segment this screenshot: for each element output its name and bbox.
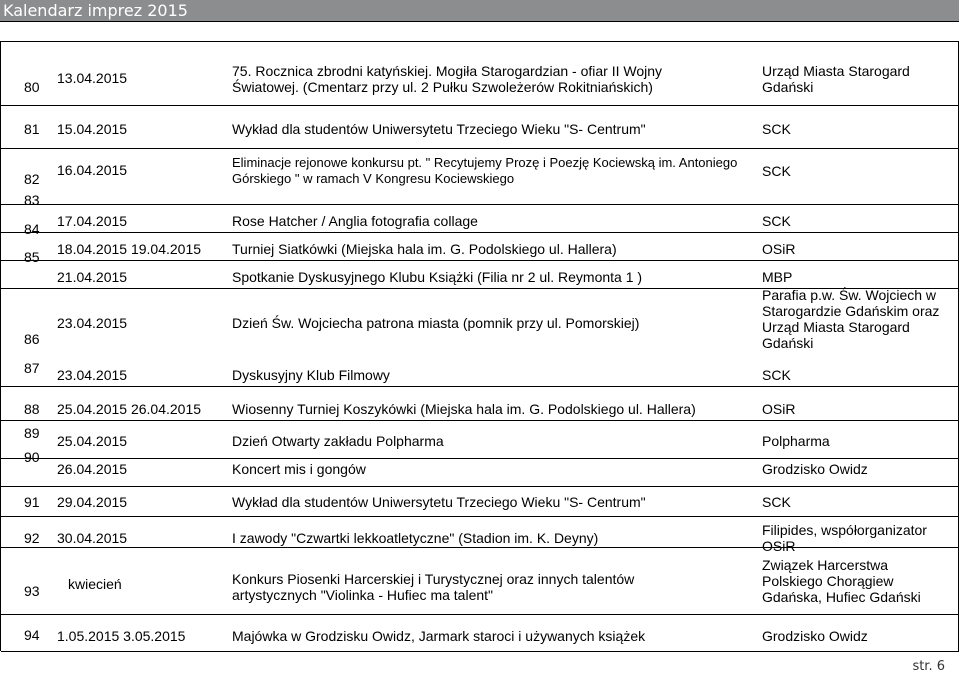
event-date: 25.04.2015 — [57, 433, 128, 449]
event-date: 29.04.2015 — [57, 494, 128, 510]
event-date: 18.04.2015 19.04.2015 — [57, 241, 202, 257]
event-description: Spotkanie Dyskusyjnego Klubu Książki (Filia nr 2 ul. Reymonta 1 ) — [232, 269, 643, 285]
event-date: 17.04.2015 — [57, 213, 128, 229]
table-side-border — [0, 41, 1, 651]
event-date: 23.04.2015 — [57, 315, 128, 331]
row-number: 90 — [24, 449, 40, 465]
event-organizer: SCK — [762, 121, 791, 137]
event-organizer: Filipides, współorganizator OSiR — [762, 522, 927, 554]
table-row-border — [1, 420, 959, 421]
page-number: str. 6 — [912, 659, 945, 674]
event-date: 13.04.2015 — [57, 70, 128, 86]
event-organizer: Parafia p.w. Św. Wojciech w Starogardzie Gdańskim oraz Urząd Miasta Starogard Gdański — [762, 287, 940, 351]
event-date: 1.05.2015 3.05.2015 — [57, 628, 186, 644]
event-organizer: Polpharma — [762, 433, 830, 449]
event-description: Dyskusyjny Klub Filmowy — [232, 367, 390, 383]
table-row-border — [1, 105, 959, 106]
event-description: Wykład dla studentów Uniwersytetu Trzeciego Wieku "S- Centrum" — [232, 121, 646, 137]
event-description: Wykład dla studentów Uniwersytetu Trzeciego Wieku "S- Centrum" — [232, 494, 646, 510]
row-number: 85 — [24, 249, 40, 265]
event-description: I zawody "Czwartki lekkoatletyczne" (Stadion im. K. Deyny) — [232, 530, 599, 546]
event-organizer: Grodzisko Owidz — [762, 628, 868, 644]
table-row-border — [0, 21, 959, 22]
event-description: Rose Hatcher / Anglia fotografia collage — [232, 213, 478, 229]
event-date: 23.04.2015 — [57, 367, 128, 383]
table-row-border — [1, 458, 959, 459]
event-organizer: SCK — [762, 213, 791, 229]
table-row-border — [1, 232, 959, 233]
row-number: 89 — [24, 425, 40, 441]
table-row-border — [1, 651, 959, 652]
row-number: 93 — [24, 583, 40, 599]
event-description: Konkurs Piosenki Harcerskiej i Turystycznej oraz innych talentów artystycznych "Violinka - Hufiec ma talent" — [232, 571, 635, 603]
event-description: Wiosenny Turniej Koszykówki (Miejska hala im. G. Podolskiego ul. Hallera) — [232, 401, 696, 417]
row-number: 94 — [24, 627, 40, 643]
event-organizer: SCK — [762, 494, 791, 510]
table-row-border — [1, 516, 959, 517]
event-organizer: OSiR — [762, 401, 796, 417]
row-number: 80 — [24, 79, 40, 95]
event-date: 30.04.2015 — [57, 530, 128, 546]
page-header — [0, 0, 959, 21]
table-row-border — [1, 486, 959, 487]
table-row-border — [1, 41, 959, 42]
row-number: 82 — [24, 171, 40, 187]
row-number: 88 — [24, 401, 40, 417]
event-description: Dzień Otwarty zakładu Polpharma — [232, 433, 444, 449]
event-organizer: Grodzisko Owidz — [762, 461, 868, 477]
event-organizer: Związek Harcerstwa Polskiego Chorągiew Gdańska, Hufiec Gdański — [762, 557, 921, 605]
event-date: 25.04.2015 26.04.2015 — [57, 401, 202, 417]
row-number: 86 — [24, 331, 40, 347]
table-row-border — [1, 614, 959, 615]
event-date: 16.04.2015 — [57, 162, 128, 178]
event-date: kwiecień — [68, 576, 122, 592]
event-description: Eliminacje rejonowe konkursu pt. " Recytujemy Prozę i Poezję Kociewską im. Antoniego Górskiego " w ramach V Kongresu Kociewskiego — [232, 155, 738, 186]
event-organizer: MBP — [762, 269, 793, 285]
event-description: Dzień Św. Wojciecha patrona miasta (pomnik przy ul. Pomorskiej) — [232, 315, 640, 331]
table-row-border — [1, 260, 959, 261]
event-description: 75. Rocznica zbrodni katyńskiej. Mogiła Starogardzian - ofiar II Wojny Światowej. (Cmentarz przy ul. 2 Pułku Szwoleżerów Rokitniańskich) — [232, 63, 663, 95]
row-number: 83 — [24, 192, 40, 208]
event-organizer: SCK — [762, 367, 791, 383]
row-number: 84 — [24, 221, 40, 237]
row-number: 91 — [24, 494, 40, 510]
table-row-border — [1, 386, 959, 387]
row-number: 87 — [24, 360, 40, 376]
table-row-border — [1, 148, 959, 149]
event-description: Turniej Siatkówki (Miejska hala im. G. Podolskiego ul. Hallera) — [232, 241, 617, 257]
event-organizer: Urząd Miasta Starogard Gdański — [762, 63, 910, 95]
event-description: Koncert mis i gongów — [232, 461, 366, 477]
event-date: 21.04.2015 — [57, 269, 128, 285]
page-title: Kalendarz imprez 2015 — [3, 1, 188, 20]
event-date: 15.04.2015 — [57, 121, 128, 137]
table-row-border — [1, 204, 959, 205]
event-date: 26.04.2015 — [57, 461, 128, 477]
row-number: 92 — [24, 530, 40, 546]
event-description: Majówka w Grodzisku Owidz, Jarmark staroci i używanych książek — [232, 628, 646, 644]
row-number: 81 — [24, 121, 40, 137]
event-organizer: SCK — [762, 163, 791, 179]
event-organizer: OSiR — [762, 241, 796, 257]
